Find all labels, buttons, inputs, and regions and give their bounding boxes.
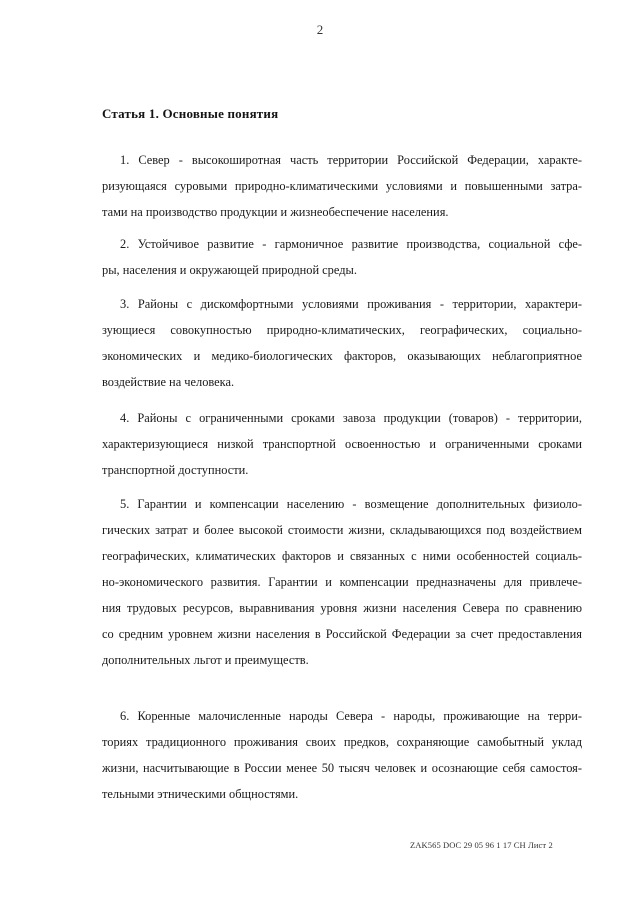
paragraph-line: 4. Районы с ограниченными сроками завоза продукции (товаров) - территории, (120, 411, 582, 425)
paragraph-line: воздействие на человека. (102, 375, 235, 389)
paragraph-line: ния трудовых ресурсов, выравнивания уровня жизни населения Севера по сравнению (102, 601, 582, 615)
paragraph-line: зующиеся совокупностью природно-климатических, географических, социально- (102, 323, 582, 337)
paragraph-line: дополнительных льгот и преимуществ. (102, 653, 309, 667)
paragraph-line: 5. Гарантии и компенсации населению - возмещение дополнительных физиоло- (120, 497, 582, 511)
page-number: 2 (316, 22, 324, 37)
paragraph-line: транспортной доступности. (102, 463, 249, 477)
paragraph-line: ризующаяся суровыми природно-климатическими условиями и повышенными затра- (102, 179, 582, 193)
paragraph-line: 6. Коренные малочисленные народы Севера - народы, проживающие на терри- (120, 709, 582, 723)
paragraph-line: 1. Север - высокоширотная часть территории Российской Федерации, характе- (120, 153, 582, 167)
paragraph-line: гических затрат и более высокой стоимости жизни, складывающихся под воздействием (102, 523, 582, 537)
paragraph-line: жизни, насчитывающие в России менее 50 тысяч человек и осознающие себя самостоя- (102, 761, 582, 775)
paragraph-line: экономических и медико-биологических факторов, оказывающих неблагоприятное (102, 349, 582, 363)
paragraph-line: тельными этническими общностями. (102, 787, 299, 801)
paragraph-line: ры, населения и окружающей природной среды. (102, 263, 357, 277)
paragraph-line: ториях традиционного проживания своих предков, сохраняющие самобытный уклад (102, 735, 582, 749)
paragraph-line: характеризующиеся низкой транспортной освоенностью и ограниченными сроками (102, 437, 582, 451)
paragraph-line: 2. Устойчивое развитие - гармоничное развитие производства, социальной сфе- (120, 237, 582, 251)
paragraph-line: но-экономического развития. Гарантии и компенсации предназначены для привлече- (102, 575, 582, 589)
paragraph-line: 3. Районы с дискомфортными условиями проживания - территории, характери- (120, 297, 582, 311)
article-heading: Статья 1. Основные понятия (102, 106, 279, 121)
paragraph-line: тами на производство продукции и жизнеобеспечение населения. (102, 205, 449, 219)
paragraph-line: со средним уровнем жизни населения в Российской Федерации за счет предоставления (102, 627, 582, 641)
page-footer: ZAK565 DOC 29 05 96 1 17 CH Лист 2 (410, 840, 553, 850)
paragraph-line: географических, климатических факторов и связанных с ними особенностей социаль- (102, 549, 582, 563)
